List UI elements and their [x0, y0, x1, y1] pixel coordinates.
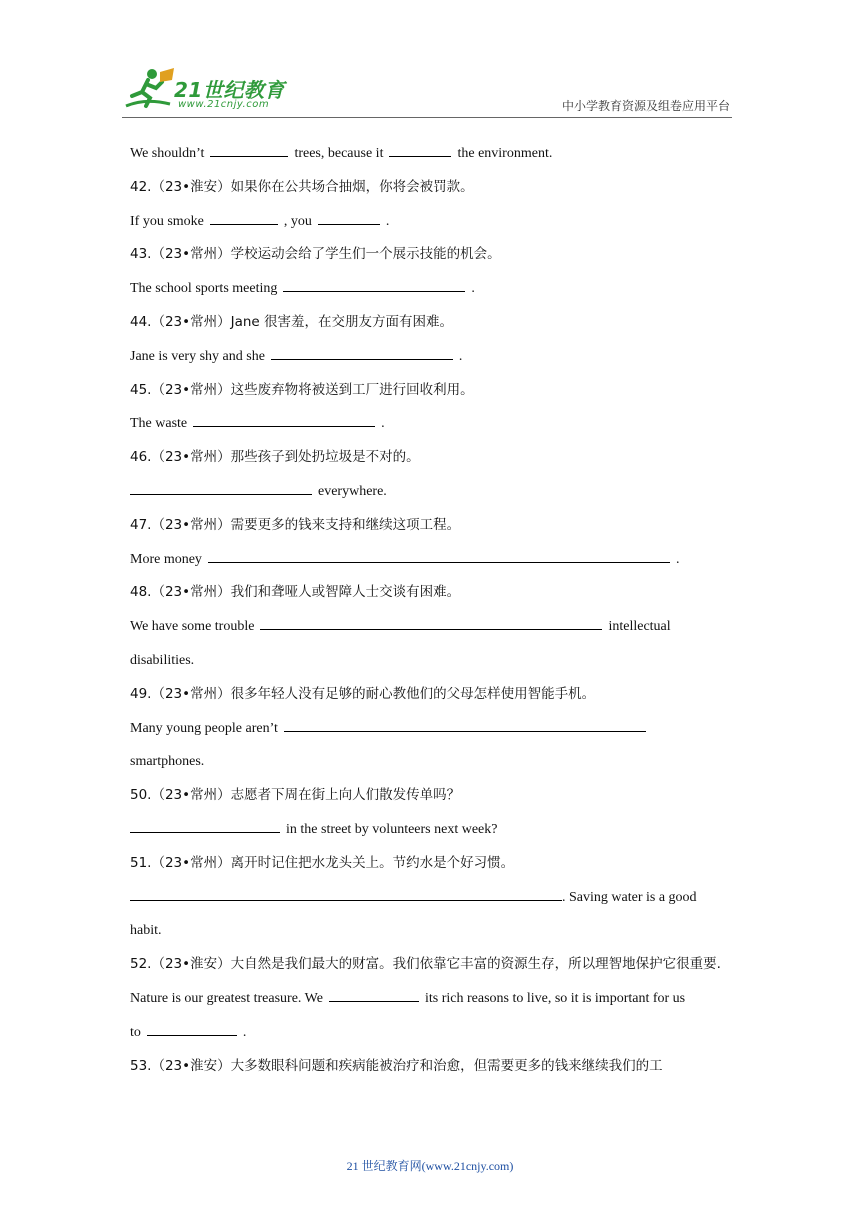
question-49: 49.（23•常州）很多年轻人没有足够的耐心教他们的父母怎样使用智能手机。 [130, 685, 596, 702]
answer-line-50 [130, 813, 735, 847]
line-text: We have some trouble [130, 619, 255, 635]
question-53: 53.（23•淮安）大多数眼科问题和疾病能被治疗和治愈，但需要更多的钱来继续我们的工 [130, 1057, 663, 1074]
question-42: 42.（23•淮安）如果你在公共场合抽烟，你将会被罚款。 [130, 178, 474, 195]
line-text: . [242, 1024, 247, 1040]
line-text: We shouldn’t [130, 146, 205, 161]
answer-line-51 [130, 881, 735, 915]
answer-blank[interactable] [210, 144, 288, 157]
line-text: trees, because it [294, 146, 384, 161]
line-text: If you smoke [130, 213, 204, 229]
answer-blank[interactable] [318, 212, 380, 225]
answer-blank[interactable] [193, 414, 375, 427]
line-text: , you [283, 213, 312, 229]
answer-line-41 [130, 137, 735, 171]
line-text: Nature is our greatest treasure. We [130, 990, 323, 1006]
header-divider [122, 117, 732, 118]
answer-blank[interactable] [284, 719, 646, 732]
question-47: 47.（23•常州）需要更多的钱来支持和继续这项工程。 [130, 516, 461, 533]
answer-blank[interactable] [271, 347, 453, 360]
answer-line-52 [130, 982, 735, 1016]
question-46: 46.（23•常州）那些孩子到处扔垃圾是不对的。 [130, 449, 420, 466]
answer-blank[interactable] [130, 820, 280, 833]
answer-blank[interactable] [147, 1023, 237, 1036]
answer-line-45 [130, 407, 735, 441]
answer-line-44 [130, 340, 735, 374]
page-header [0, 0, 860, 125]
answer-line-48 [130, 610, 735, 644]
line-text: in the street by volunteers next week? [286, 821, 498, 837]
answer-blank[interactable] [260, 617, 602, 630]
question-52: 52.（23•淮安）大自然是我们最大的财富。我们依靠它丰富的资源生存，所以理智地保护它很重要. [130, 956, 721, 973]
answer-blank[interactable] [210, 212, 278, 225]
line-text: its rich reasons to live, so it is important for us [424, 990, 686, 1006]
answer-blank[interactable] [130, 482, 312, 495]
answer-line-51-cont: habit. [130, 923, 162, 939]
line-text: . [675, 551, 680, 567]
answer-blank[interactable] [130, 888, 562, 901]
line-text: Many young people aren’t [130, 720, 278, 736]
line-text: . [385, 213, 390, 229]
question-45: 45.（23•常州）这些废弃物将被送到工厂进行回收利用。 [130, 381, 474, 398]
logo-url: www.21cnjy.com [178, 99, 270, 110]
line-text: Jane is very shy and she [130, 348, 265, 364]
site-logo [122, 66, 292, 116]
line-text: everywhere. [318, 483, 387, 499]
answer-line-43 [130, 272, 735, 306]
line-text: . [381, 416, 385, 432]
line-text: . Saving water is a good [562, 889, 697, 905]
runner-logo-icon [122, 66, 178, 112]
answer-blank[interactable] [208, 550, 670, 563]
line-text: to [130, 1024, 141, 1040]
question-51: 51.（23•常州）离开时记住把水龙头关上。节约水是个好习惯。 [130, 854, 515, 871]
line-text: . [458, 348, 463, 364]
line-text: The school sports meeting [130, 281, 278, 297]
line-text: the environment. [457, 146, 553, 161]
question-48: 48.（23•常州）我们和聋哑人或智障人士交谈有困难。 [130, 584, 461, 601]
answer-blank[interactable] [329, 989, 419, 1002]
answer-line-49 [130, 712, 735, 746]
answer-line-46 [130, 475, 735, 509]
answer-line-42 [130, 205, 735, 239]
question-44: 44.（23•常州）Jane 很害羞，在交朋友方面有困难。 [130, 313, 454, 330]
line-text: . [471, 281, 475, 297]
exercise-list [130, 137, 735, 1083]
line-text: intellectual [608, 619, 671, 635]
question-50: 50.（23•常州）志愿者下周在街上向人们散发传单吗？ [130, 787, 461, 804]
line-text: More money [130, 551, 202, 567]
answer-line-48-cont: disabilities. [130, 652, 195, 668]
logo-wordmark: 21世纪教育 [174, 78, 285, 102]
header-tagline: 中小学教育资源及组卷应用平台 [561, 99, 730, 113]
page-footer: 21 世纪教育网(www.21cnjy.com) [346, 1159, 514, 1173]
line-text: The waste [130, 416, 188, 432]
answer-line-47 [130, 543, 735, 577]
answer-blank[interactable] [283, 279, 465, 292]
question-43: 43.（23•常州）学校运动会给了学生们一个展示技能的机会。 [130, 246, 501, 263]
answer-line-52-cont [130, 1016, 735, 1050]
answer-line-49-cont: smartphones. [130, 754, 205, 770]
answer-blank[interactable] [389, 144, 451, 157]
